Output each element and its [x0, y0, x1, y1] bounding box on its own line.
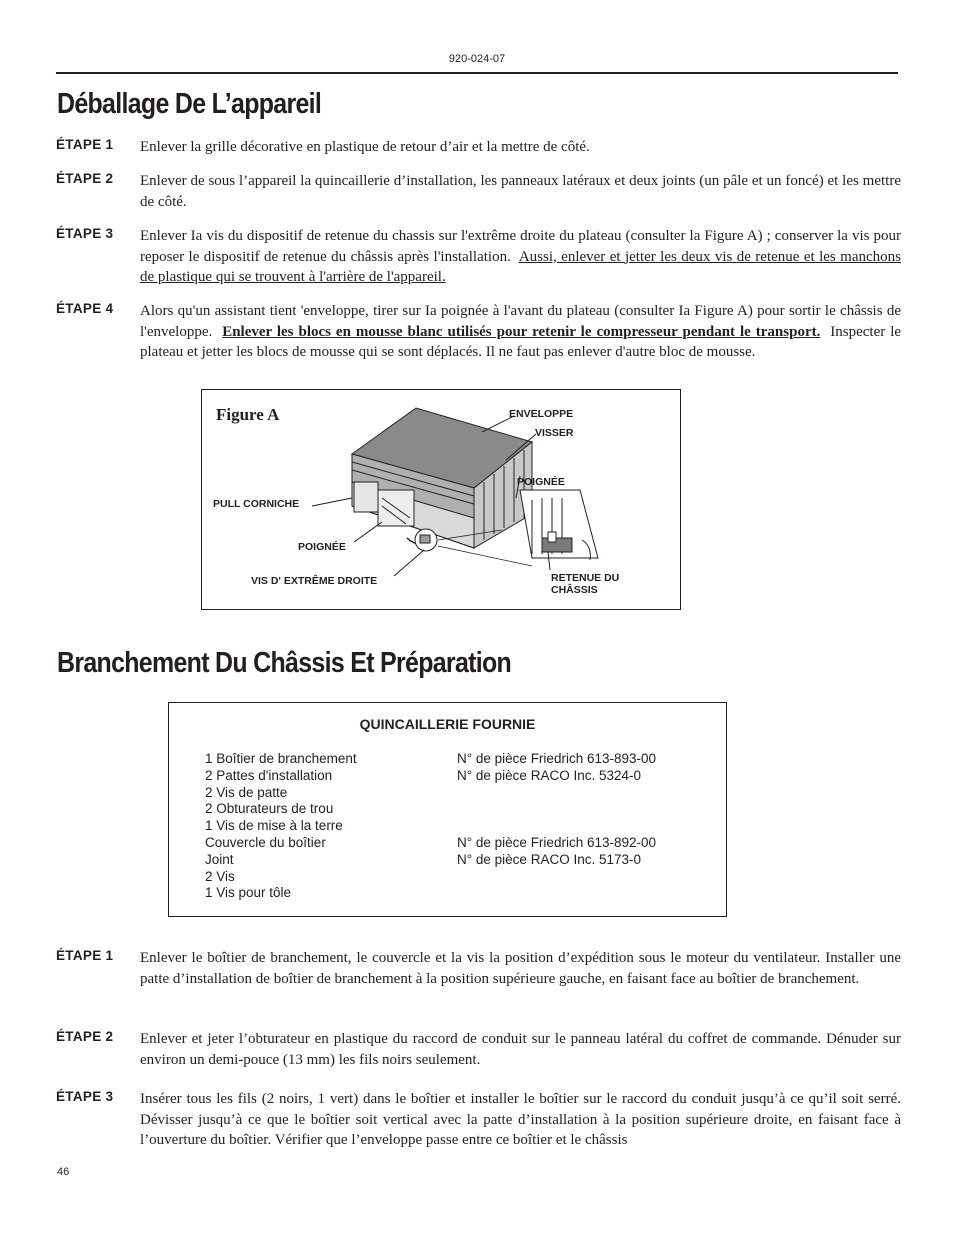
step-label: ÉTAPE 3 [56, 226, 114, 241]
step-1-deballage [56, 137, 901, 158]
step-text-main: Enlever Ia vis du dispositif de retenue du chassis sur l'extrême droite du plateau (consulter la Figure A) ; conserver la vis pour reposer le dispositif de retenue du châssis après l'installation. [140, 228, 901, 265]
label-enveloppe: ENVELOPPE [509, 408, 574, 420]
part-number [457, 885, 656, 902]
part-number: N° de pièce RACO Inc. 5324-0 [457, 767, 641, 783]
hardware-title: QUINCAILLERIE FOURNIE [359, 716, 536, 732]
section-title-branchement: Branchement Du Châssis Et Préparation [57, 647, 512, 679]
label-pull-corniche: PULL CORNICHE [213, 498, 300, 510]
hardware-item: 2 Vis [205, 868, 235, 884]
hardware-item: 1 Vis de mise à la terre [205, 818, 343, 834]
hardware-item: Joint [205, 851, 234, 867]
step-3-deballage [56, 226, 901, 288]
hardware-item: Couvercle du boîtier [205, 834, 326, 850]
step-label: ÉTAPE 1 [56, 137, 114, 152]
label-poignee-left: POIGNÉE [298, 541, 346, 553]
step-text: Enlever le boîtier de branchement, le couvercle et la vis la position d’expédition sous le moteur du ventilateur. Installer une patte d’installation de boîtier de branchement à la position supérieure gauche, en faisant face au boîtier de branchement. [140, 950, 901, 987]
part-number [457, 869, 656, 886]
hardware-item: 1 Vis pour tôle [205, 885, 292, 901]
part-number: N° de pièce RACO Inc. 5173-0 [457, 851, 641, 867]
part-number [457, 801, 656, 818]
hardware-item: 2 Vis de patte [205, 784, 288, 800]
page-number: 46 [57, 1166, 70, 1178]
step-text [140, 226, 901, 288]
hardware-box [168, 702, 727, 917]
figure-a [201, 389, 681, 610]
section-title-deballage: Déballage De L’appareil [57, 88, 322, 120]
step-label: ÉTAPE 4 [56, 301, 114, 316]
step-label: ÉTAPE 2 [56, 171, 114, 186]
label-retenue-line-2: CHÂSSIS [551, 584, 598, 596]
step-text: Enlever la grille décorative en plastique de retour d’air et la mettre de côté. [140, 139, 590, 155]
hardware-part-numbers [457, 751, 656, 902]
part-number [457, 785, 656, 802]
step-text-main: Alors qu'un assistant tient 'enveloppe, tirer sur Ia poignée à l'avant du plateau (consulter Ia Figure A) pour sortir le châssis de l'enveloppe. [140, 303, 901, 340]
step-label: ÉTAPE 1 [56, 948, 114, 963]
part-number: N° de pièce Friedrich 613-893-00 [457, 751, 657, 766]
hardware-items [205, 751, 357, 902]
step-label: ÉTAPE 3 [56, 1089, 114, 1104]
figure-title: Figure A [216, 405, 280, 424]
label-poignee-right: POIGNÉE [517, 476, 565, 488]
step-text-warning: Enlever les blocs en mousse blanc utilisés pour retenir le compresseur pendant le transport. [222, 323, 821, 340]
label-visser: VISSER [535, 427, 574, 439]
step-text: Insérer tous les fils (2 noirs, 1 vert) dans le boîtier et installer le boîtier sur le raccord du conduit jusqu’à ce qu’il soit serré. Dévisser jusqu’à ce que le boîtier soit vertical avec la patte d’installation à la position supérieure droite, en faisant face à l’ouverture du boîtier. Vérifier que l’enveloppe passe entre ce boîtier et le châssis [140, 1091, 901, 1148]
label-vis-extreme-droite: VIS D' EXTRÊME DROITE [251, 575, 378, 587]
hardware-item: 2 Obturateurs de trou [205, 801, 334, 817]
label-retenue-line-1: RETENUE DU [551, 572, 620, 584]
step-4-deballage [56, 301, 901, 363]
step-text-underlined: Aussi, enlever et jetter les deux vis de retenue et les manchons de plastique qui se trouvent à l'arrière de l'appareil. [140, 248, 901, 285]
part-number: N° de pièce Friedrich 613-892-00 [457, 834, 657, 850]
step-2-branchement [56, 1029, 901, 1070]
step-text [140, 301, 901, 363]
step-label: ÉTAPE 2 [56, 1029, 114, 1044]
hardware-item: 1 Boîtier de branchement [205, 751, 357, 766]
step-text-end: Inspecter le plateau et jetter les blocs de mousse qui se sont déplacés. Il ne faut pas enlever d'autre bloc de mousse. [140, 323, 902, 360]
step-text: Enlever et jeter l’obturateur en plastique du raccord de conduit sur le panneau latéral du coffret de commande. Dénuder sur environ un demi-pouce (13 mm) les fils noirs seulement. [140, 1031, 901, 1068]
hardware-item: 2 Pattes d'installation [205, 767, 333, 783]
header-rule [56, 72, 898, 74]
step-2-deballage [56, 171, 901, 212]
part-number [457, 818, 656, 835]
step-3-branchement [56, 1089, 901, 1151]
step-1-branchement [56, 948, 901, 989]
step-text: Enlever de sous l’appareil la quincaillerie d’installation, les panneaux latéraux et deux joints (un pâle et un foncé) et les mettre de côté. [140, 173, 901, 210]
document-number: 920-024-07 [448, 53, 506, 65]
